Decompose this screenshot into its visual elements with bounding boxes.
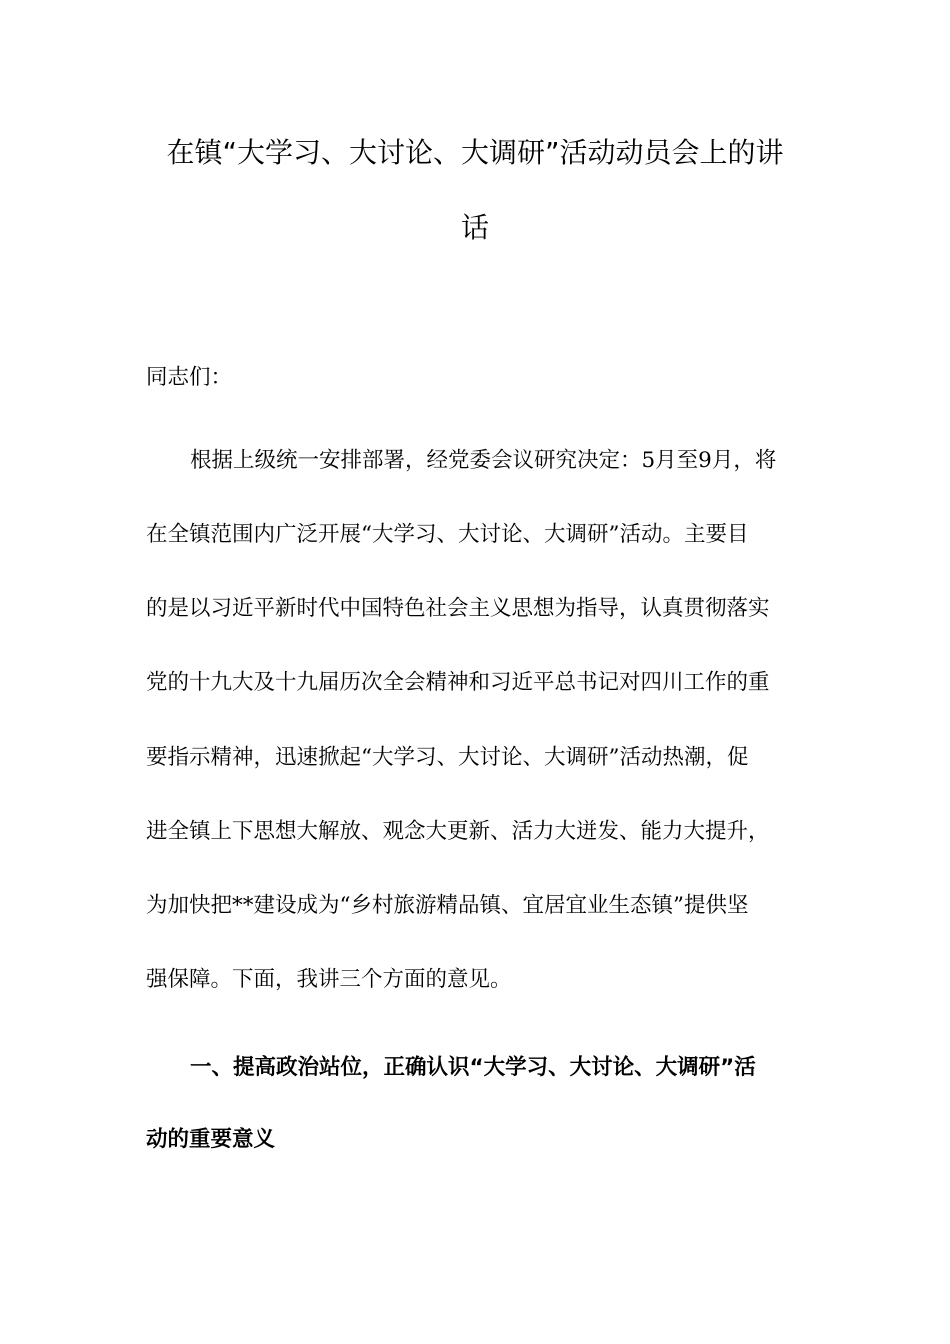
section-heading-line-2: 动的重要意义 — [146, 1127, 276, 1152]
paragraph-line: 的是以习近平新时代中国特色社会主义思想为指导，认真贯彻落实 — [146, 596, 770, 621]
paragraph-line: 强保障。下面，我讲三个方面的意见。 — [146, 967, 512, 992]
paragraph-line: 要指示精神，迅速掀起“大学习、大讨论、大调研”活动热潮，促 — [146, 745, 749, 770]
document-title-line-1: 在镇“大学习、大讨论、大调研”活动动员会上的讲 — [166, 136, 784, 169]
paragraph-line: 为加快把**建设成为“乡村旅游精品镇、宜居宜业生态镇”提供坚 — [146, 893, 749, 918]
paragraph-line: 根据上级统一安排部署，经党委会议研究决定：5月至9月，将 — [190, 448, 777, 473]
paragraph-line: 党的十九大及十九届历次全会精神和习近平总书记对四川工作的重 — [146, 670, 770, 695]
paragraph-line: 在全镇范围内广泛开展“大学习、大讨论、大调研”活动。主要目 — [146, 522, 749, 547]
document-title-line-2: 话 — [460, 211, 489, 244]
paragraph-line: 进全镇上下思想大解放、观念大更新、活力大迸发、能力大提升， — [146, 819, 770, 844]
section-heading-line-1: 一、提高政治站位，正确认识“大学习、大讨论、大调研”活 — [190, 1055, 756, 1080]
salutation: 同志们： — [146, 365, 233, 390]
